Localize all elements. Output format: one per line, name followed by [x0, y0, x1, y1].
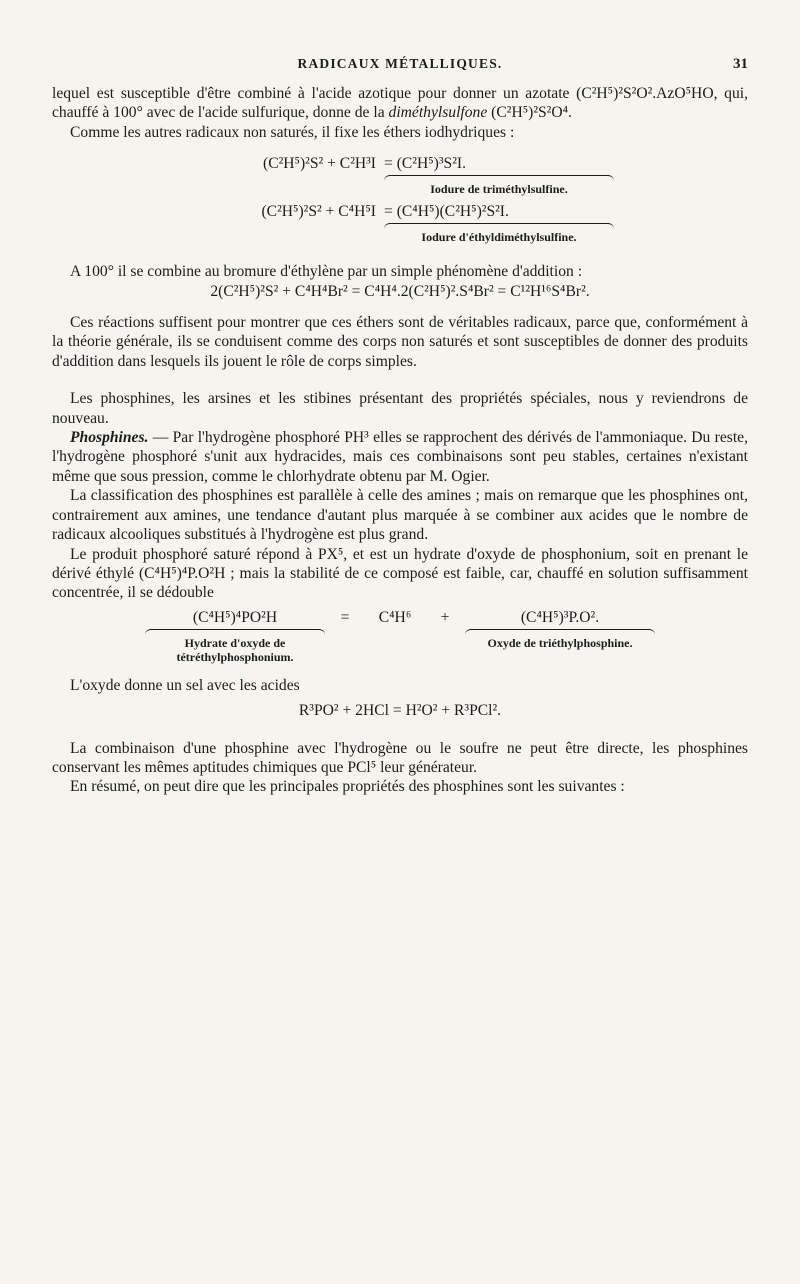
- paragraph-5: Les phosphines, les arsines et les stibines présentant des propriétés spéciales, nous y reviendrons de nouveau.: [52, 390, 748, 427]
- equation-2-brace: [384, 223, 614, 229]
- equation-4-caption-right: Oxyde de triéthylphosphine.: [487, 635, 633, 650]
- equation-4-brace-left: [145, 629, 325, 635]
- paragraph-4: Ces réactions suffisent pour montrer que ces éthers sont de véritables radicaux, parce que, conformément à la théorie générale, ils se conduisent comme des corps non saturés et sont susceptibles de donner des produits d'addition dans lesquels ils jouent le rôle de corps simples.: [52, 314, 748, 370]
- equation-1-left: (C²H⁵)²S² + C²H³I: [263, 155, 376, 173]
- dimethylsulfone-term: diméthylsulfone: [388, 104, 488, 122]
- equation-1: [52, 154, 748, 196]
- equation-1-caption: Iodure de triméthylsulfine.: [430, 182, 568, 197]
- paragraph-1: [52, 84, 748, 123]
- paragraph-1-end: (C²H⁵)²S²O⁴.: [487, 104, 572, 122]
- paragraph-1-text: lequel est susceptible d'être combiné à l'acide azotique pour donner un azotate (C²H⁵)²S²O².AzO⁵HO, qui, chauffé à 100° avec de l'acide sulfurique, donne de la: [52, 85, 748, 122]
- paragraph-3: A 100° il se combine au bromure d'éthylène par un simple phénomène d'addition :: [70, 263, 583, 281]
- running-head: RADICAUX MÉTALLIQUES.: [297, 56, 503, 71]
- page-header: [52, 56, 748, 84]
- equation-4-brace-right: [465, 629, 655, 635]
- equation-1-right: = (C²H⁵)³S²I.: [384, 155, 466, 173]
- paragraph-11: En résumé, on peut dire que les principales propriétés des phosphines sont les suivantes :: [70, 778, 625, 796]
- equation-2-right: = (C⁴H⁵)(C²H⁵)²S²I.: [384, 203, 509, 221]
- equation-2: [52, 202, 748, 244]
- paragraph-2: Comme les autres radicaux non saturés, il fixe les éthers iodhydriques :: [70, 123, 515, 141]
- document-page: [52, 56, 748, 797]
- equation-2-caption: Iodure d'éthyldiméthylsulfine.: [421, 230, 577, 245]
- equation-4-equals: =: [340, 608, 350, 626]
- page-number: 31: [733, 56, 748, 72]
- paragraph-6-text: — Par l'hydrogène phosphoré PH³ elles se rapprochent des dérivés de l'ammoniaque. Du reste, l'hydrogène phosphoré s'unit aux hydracides, mais ces combinaisons sont peu stables, certaines n'existant même que sous pression, comme le chlorhydrate obtenu par M. Ogier.: [52, 429, 748, 485]
- paragraph-8: Le produit phosphoré saturé répond à PX⁵, et est un hydrate d'oxyde de phosphonium, soit en prenant le dérivé éthylé (C⁴H⁵)⁴P.O²H ; mais la stabilité de ce composé est faible, car, chauffé en solution suffisamment concentrée, il se dédouble: [52, 545, 748, 602]
- equation-2-left: (C²H⁵)²S² + C⁴H⁵I: [261, 203, 376, 221]
- equation-4-reactant: (C⁴H⁵)⁴PO²H: [192, 608, 278, 626]
- paragraph-9: L'oxyde donne un sel avec les acides: [70, 676, 300, 694]
- equation-1-brace: [384, 175, 614, 181]
- phosphines-heading: Phosphines.: [70, 429, 149, 447]
- equation-4-product-2: (C⁴H⁵)³P.O².: [520, 608, 600, 626]
- equation-4: [52, 609, 748, 664]
- paragraph-7: La classification des phosphines est parallèle à celle des amines ; mais on remarque que les phosphines ont, contrairement aux amines, une tendance d'autant plus marquée à se combiner aux acides que le nombre de radicaux alcooliques substitués à l'hydrogène est plus grand.: [52, 487, 748, 544]
- equation-5: R³PO² + 2HCl = H²O² + R³PCl².: [298, 702, 502, 720]
- equation-3: 2(C²H⁵)²S² + C⁴H⁴Br² = C⁴H⁴.2(C²H⁵)².S⁴Br² = C¹²H¹⁶S⁴Br².: [210, 282, 590, 300]
- equation-4-caption-left-2: tétréthylphosphonium.: [176, 649, 294, 664]
- paragraph-6: [52, 428, 748, 486]
- equation-4-product-1: C⁴H⁶: [378, 608, 412, 626]
- paragraph-10: La combinaison d'une phosphine avec l'hydrogène ou le soufre ne peut être directe, les phosphines conservant les mêmes aptitudes chimiques que PCl⁵ leur générateur.: [52, 739, 748, 776]
- equation-4-caption-left-1: Hydrate d'oxyde de: [184, 635, 286, 650]
- equation-4-plus: +: [440, 608, 450, 626]
